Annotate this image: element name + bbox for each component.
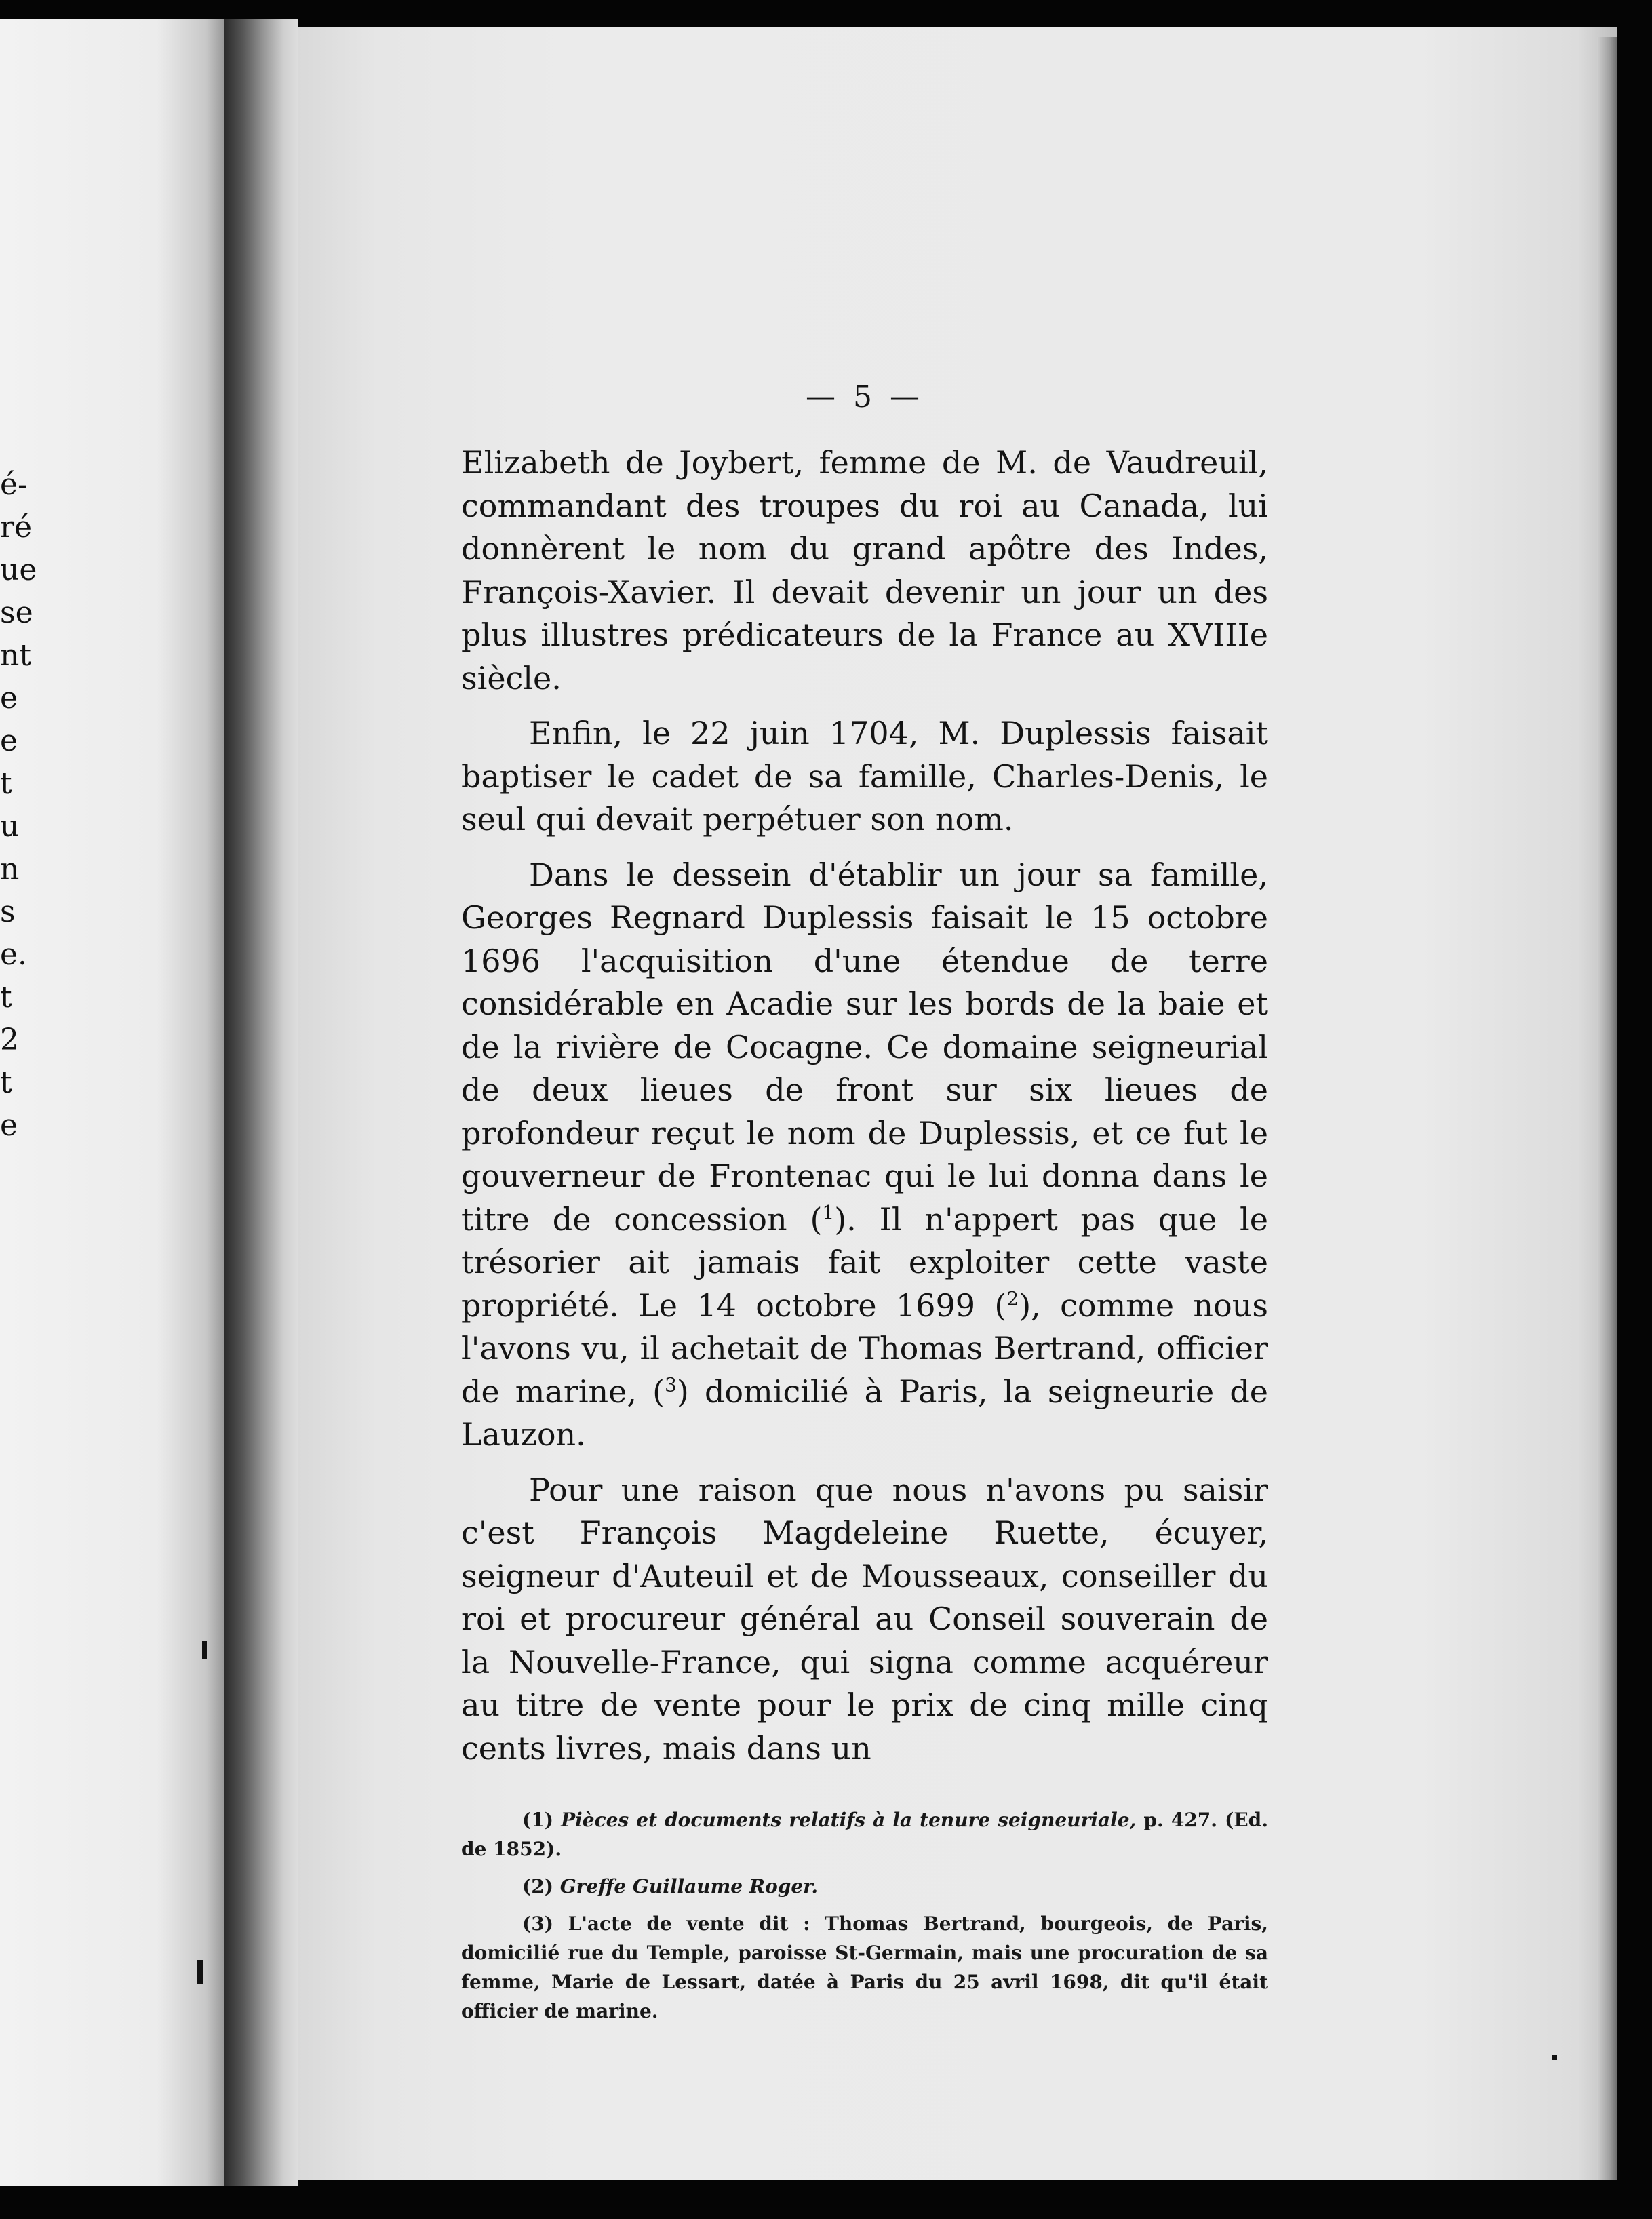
paragraph-text: ), comme nous l'avons vu, il achetait de Thomas Bertrand, officier de marine, (	[461, 1287, 1268, 1410]
fragment-line: u	[0, 809, 20, 844]
fragment-line: ré	[0, 510, 33, 545]
footnote-title: Greffe Guillaume Roger.	[559, 1875, 819, 1898]
page-body	[461, 380, 1268, 2034]
footnote-title: Pièces et documents relatifs à la tenure seigneuriale,	[561, 1809, 1137, 1831]
footnote-label: (2)	[522, 1875, 553, 1898]
footnote-label: (3)	[522, 1912, 553, 1935]
scan-speck	[202, 1641, 207, 1659]
paragraph	[461, 854, 1268, 1457]
scan-speck	[197, 1960, 203, 1984]
fragment-line: s	[0, 895, 16, 929]
fragment-line: e.	[0, 937, 28, 972]
page-edge-shadow	[1597, 37, 1617, 2180]
fragment-line: e	[0, 724, 18, 758]
footnote-1	[461, 1805, 1268, 1864]
book-gutter-shadow	[224, 19, 298, 2186]
fragment-line: ue	[0, 553, 37, 587]
footnote-ref: 2	[1006, 1287, 1019, 1310]
fragment-line: n	[0, 852, 20, 886]
footnote-text: L'acte de vente dit : Thomas Bertrand, bourgeois, de Paris, domicilié rue du Temple, paroisse St-Germain, mais une procuration de sa femme, Marie de Lessart, datée à Paris du 25 avril 1698, dit qu'il était officier de marine.	[461, 1912, 1269, 2022]
fragment-line: t	[0, 980, 12, 1015]
footnote-text: p. 427. (Ed. de 1852).	[461, 1809, 1269, 1860]
paragraph-text: ). Il n'appert pas que le trésorier ait jamais fait exploiter cette vaste propriété. Le 14 octobre 1699 (	[461, 1200, 1268, 1324]
paragraph: Enfin, le 22 juin 1704, M. Duplessis faisait baptiser le cadet de sa famille, Charles-Denis, le seul qui devait perpétuer son nom.	[461, 715, 1268, 838]
fragment-line: se	[0, 595, 33, 630]
footnote-ref: 3	[665, 1373, 677, 1396]
paragraph-text: Dans le dessein d'établir un jour sa famille, Georges Regnard Duplessis faisait le 15 octobre 1696 l'acquisition d'une étendue de terre considérable en Acadie sur les bords de la baie et de la rivière de Cocagne. Ce domaine seigneurial de deux lieues de front sur six lieues de profondeur reçut le nom de Duplessis, et ce fut le gouverneur de Frontenac qui le lui donna dans le titre de concession (	[461, 856, 1268, 1238]
paragraph: Pour une raison que nous n'avons pu saisir c'est François Magdeleine Ruette, écuyer, seigneur d'Auteuil et de Mousseaux, conseiller du roi et procureur général au Conseil souverain de la Nouvelle-France, qui signa comme acquéreur au titre de vente pour le prix de cinq mille cinq cents livres, mais dans un	[461, 1471, 1268, 1767]
fragment-line: nt	[0, 638, 32, 673]
footnote-ref: 1	[822, 1201, 835, 1224]
footnotes	[461, 1805, 1268, 2026]
previous-page-text-fragments	[0, 463, 41, 1147]
footnote-label: (1)	[522, 1809, 553, 1831]
fragment-line: t	[0, 766, 12, 801]
fragment-line: 2	[0, 1023, 19, 1057]
footnote-2	[461, 1872, 1268, 1901]
previous-page-edge	[0, 19, 224, 2186]
page-number: — 5 —	[806, 380, 924, 414]
fragment-line: e	[0, 1108, 18, 1143]
scan-speck	[1552, 2055, 1557, 2060]
footnote-3	[461, 1909, 1268, 2026]
paragraph-text: ) domicilié à Paris, la seigneurie de Lauzon.	[461, 1373, 1268, 1453]
fragment-line: e	[0, 681, 18, 715]
paragraph: Elizabeth de Joybert, femme de M. de Vaudreuil, commandant des troupes du roi au Canada, lui donnèrent le nom du grand apôtre des Indes, François-Xavier. Il devait devenir un jour un des plus illustres prédicateurs de la France au XVIIIe siècle.	[461, 444, 1268, 696]
fragment-line: t	[0, 1065, 12, 1100]
fragment-line: é-	[0, 467, 28, 502]
